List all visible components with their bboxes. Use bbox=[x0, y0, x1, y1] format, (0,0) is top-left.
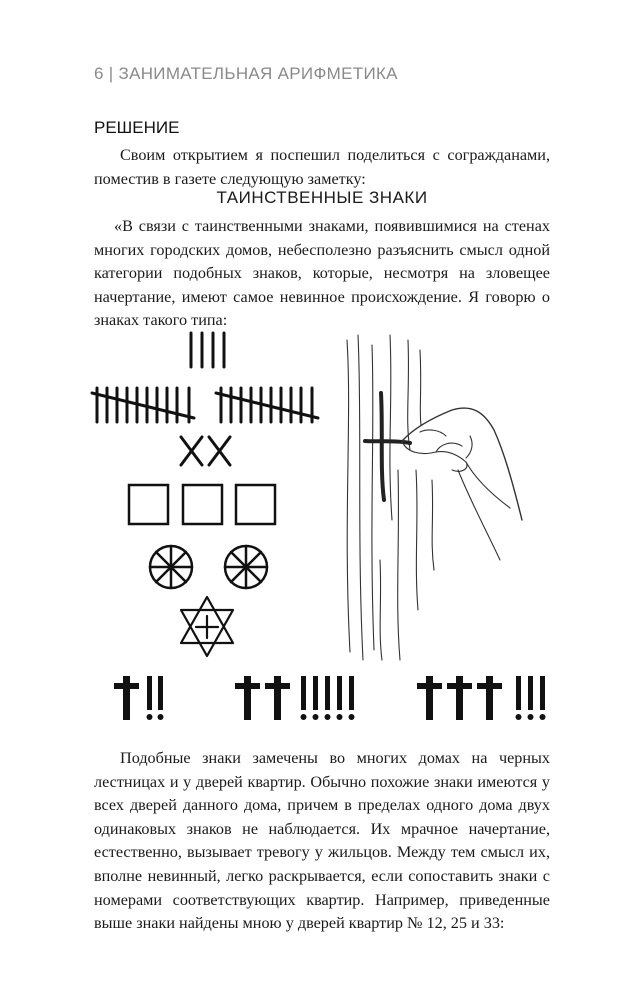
double-x-icon bbox=[181, 437, 230, 465]
tally-right-icon bbox=[216, 388, 318, 422]
section-title: РЕШЕНИЕ bbox=[94, 118, 180, 137]
sign-apartment-12 bbox=[114, 676, 164, 720]
squares-icon bbox=[129, 485, 275, 524]
body-paragraph bbox=[94, 747, 550, 936]
cross-signs bbox=[114, 676, 546, 720]
sign-apartment-33 bbox=[417, 676, 546, 720]
hand-drawing-icon bbox=[347, 335, 522, 660]
intro-text: Своим открытием я поспешил поделиться с согражданами, поместив в газете следующую заметку: bbox=[94, 146, 550, 188]
body-text: Подобные знаки замечены во многих домах на черных лестницах и у дверей квартир. Обычно похожие знаки имеются у всех дверей данного дома, причем в пределах одного дома двух одинаковых знаков не наблюдается. Их мрачное начертание, естественно, вызывает тревогу у жильцов. Между тем смысл их, вполне невинный, легко раскрывается, если сопоставить знаки с номерами соответствующих квартир. Например, приведенные выше знаки найдены мною у дверей квартир № 12, 25 и 33: bbox=[94, 749, 550, 933]
star-plus-icon bbox=[181, 597, 233, 656]
sign-apartment-25 bbox=[235, 676, 355, 720]
tally-four-icon bbox=[191, 333, 224, 367]
note-text: «В связи с таинственными знаками, появившимися на стенах многих городских домов, небесполезно разъяснить смысл одной категории подобных знаков, которые, несмотря на зловещее начертание, имеют самое невинное происхождение. Я говорю о знаках такого типа: bbox=[94, 217, 550, 330]
running-head: 6 | ЗАНИМАТЕЛЬНАЯ АРИФМЕТИКА bbox=[94, 64, 398, 83]
tally-left-icon bbox=[92, 388, 194, 422]
note-title: ТАИНСТВЕННЫЕ ЗНАКИ bbox=[216, 188, 428, 207]
wheels-icon bbox=[150, 546, 267, 588]
